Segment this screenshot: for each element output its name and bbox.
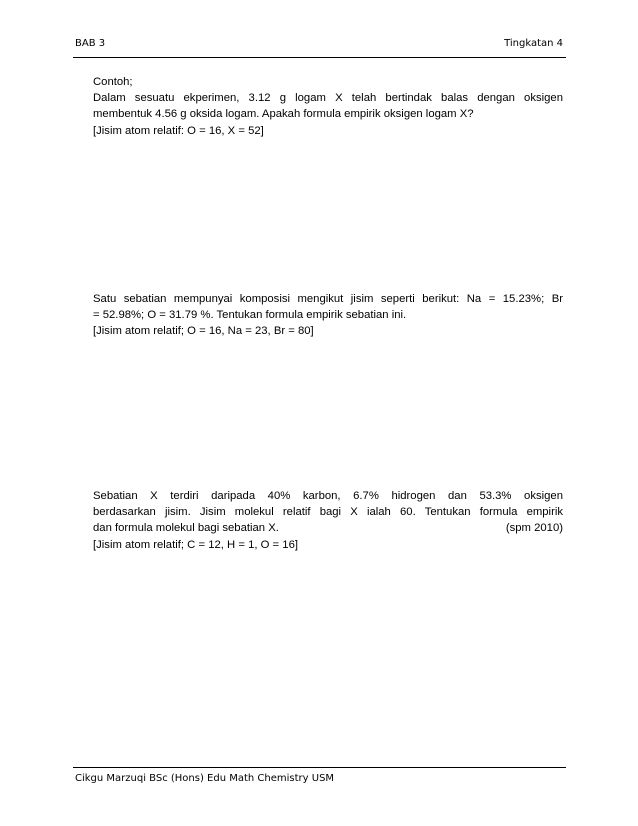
question-line: Sebatian X terdiri daripada 40% karbon, 6.7% hidrogen dan 53.3% oksigen [93,490,563,502]
question-line: = 52.98%; O = 31.79 %. Tentukan formula empirik sebatian ini. [93,309,407,322]
header-divider [73,57,566,58]
question-line-with-tag [93,520,563,536]
footer-author: Cikgu Marzuqi BSc (Hons) Edu Math Chemistry USM [75,773,335,784]
source-tag: (spm 2010) [505,522,563,535]
header-form-level: Tingkatan 4 [504,38,563,49]
question-compound-x [93,488,563,553]
question-line: membentuk 4.56 g oksida logam. Apakah formula empirik oksigen logam X? [93,108,474,121]
question-line: [Jisim atom relatif: O = 16, X = 52] [93,124,264,137]
question-example [93,74,563,139]
question-line: Dalam sesuatu ekperimen, 3.12 g logam X telah bertindak balas dengan oksigen [93,92,563,105]
footer-divider [73,767,566,768]
question-line: dan formula molekul bagi sebatian X. [93,522,279,535]
question-line: Satu sebatian mempunyai komposisi mengikut jisim seperti berikut: Na = 15.23%; Br [93,293,563,305]
question-line: berdasarkan jisim. Jisim molekul relatif bagi X ialah 60. Tentukan formula empirik [93,506,563,519]
header-chapter: BAB 3 [75,38,106,49]
question-line: [Jisim atom relatif; C = 12, H = 1, O = 16] [93,538,298,551]
question-sodium-bromine [93,291,563,340]
question-line: Contoh; [93,76,133,88]
question-line: [Jisim atom relatif; O = 16, Na = 23, Br = 80] [93,325,314,338]
